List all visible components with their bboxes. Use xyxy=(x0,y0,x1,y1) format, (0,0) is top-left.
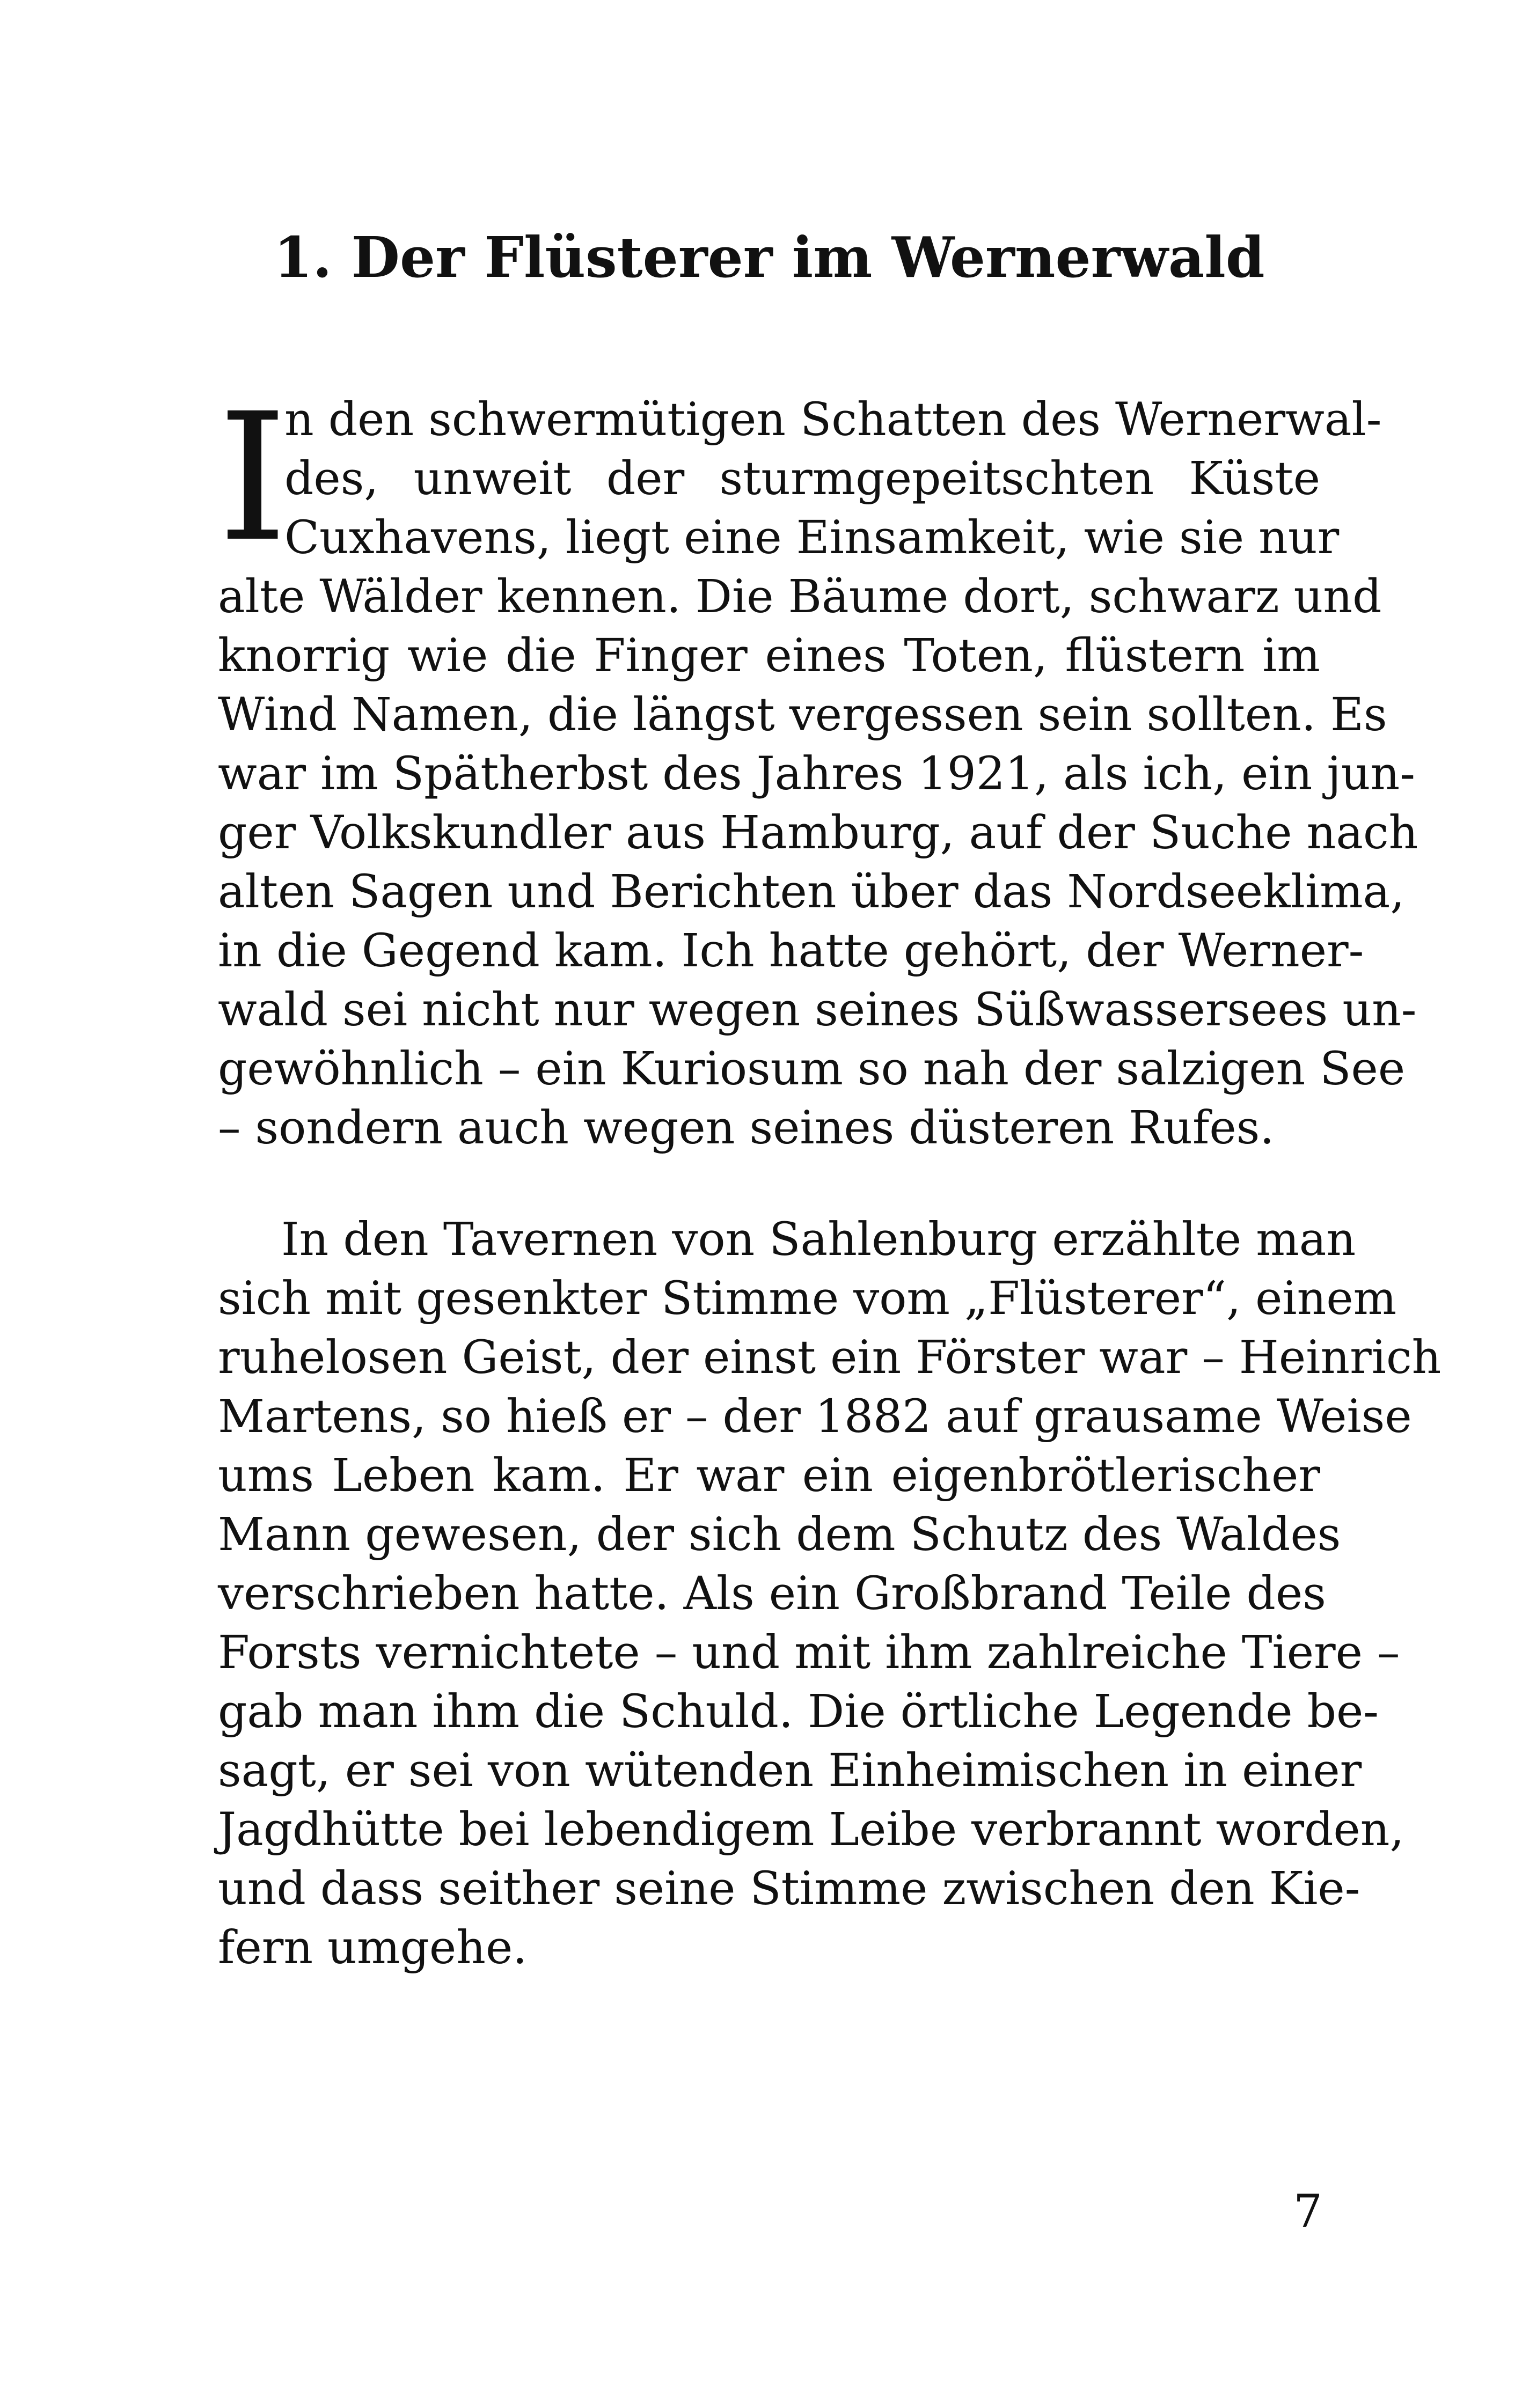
text-line: wald sei nicht nur wegen seines Süßwassersees un- xyxy=(218,983,1417,1037)
text-line: war im Spätherbst des Jahres 1921, als ich, ein jun- xyxy=(218,747,1415,801)
text-line: ruhelosen Geist, der einst ein Förster war – Heinrich xyxy=(218,1331,1441,1384)
text-line: Mann gewesen, der sich dem Schutz des Waldes xyxy=(218,1508,1341,1561)
text-line: Martens, so hieß er – der 1882 auf grausame Weise xyxy=(218,1390,1412,1443)
drop-cap: I xyxy=(218,376,288,581)
text-line: sich mit gesenkter Stimme vom „Flüsterer“, einem xyxy=(218,1272,1397,1325)
page-number: 7 xyxy=(1293,2185,1323,2238)
text-line: sagt, er sei von wütenden Einheimischen in einer xyxy=(218,1744,1362,1797)
text-line: knorrig wie die Finger eines Toten, flüstern im xyxy=(218,629,1320,682)
text-line: und dass seither seine Stimme zwischen den Kie- xyxy=(218,1862,1360,1915)
text-line: In den Tavernen von Sahlenburg erzählte man xyxy=(281,1213,1356,1266)
text-line: alten Sagen und Berichten über das Nordseeklima, xyxy=(218,865,1405,919)
paragraph-1 xyxy=(218,376,1418,1158)
text-line: ums Leben kam. Er war ein eigenbrötlerischer xyxy=(218,1449,1320,1502)
text-line: gab man ihm die Schuld. Die örtliche Legende be- xyxy=(218,1685,1379,1738)
paragraph-2 xyxy=(218,1210,1441,1978)
text-line: ger Volkskundler aus Hamburg, auf der Suche nach xyxy=(218,806,1418,860)
text-line: des, unweit der sturmgepeitschten Küste xyxy=(284,452,1320,505)
text-line: Cuxhavens, liegt eine Einsamkeit, wie sie nur xyxy=(284,511,1340,564)
text-line: Forsts vernichtete – und mit ihm zahlreiche Tiere – xyxy=(218,1626,1400,1679)
text-line: Wind Namen, die längst vergessen sein sollten. Es xyxy=(218,688,1387,742)
text-line: Jagdhütte bei lebendigem Leibe verbrannt worden, xyxy=(218,1803,1404,1856)
text-line: fern umgehe. xyxy=(218,1921,528,1974)
chapter-title: 1. Der Flüsterer im Wernerwald xyxy=(274,224,1265,290)
text-line: in die Gegend kam. Ich hatte gehört, der Werner- xyxy=(218,924,1364,978)
text-line: gewöhnlich – ein Kuriosum so nah der salzigen See xyxy=(218,1043,1406,1096)
text-line: – sondern auch wegen seines düsteren Rufes. xyxy=(218,1102,1275,1155)
text-line: alte Wälder kennen. Die Bäume dort, schwarz und xyxy=(218,570,1382,623)
text-line: n den schwermütigen Schatten des Wernerwal- xyxy=(284,393,1382,446)
text-line: verschrieben hatte. Als ein Großbrand Teile des xyxy=(218,1567,1326,1620)
